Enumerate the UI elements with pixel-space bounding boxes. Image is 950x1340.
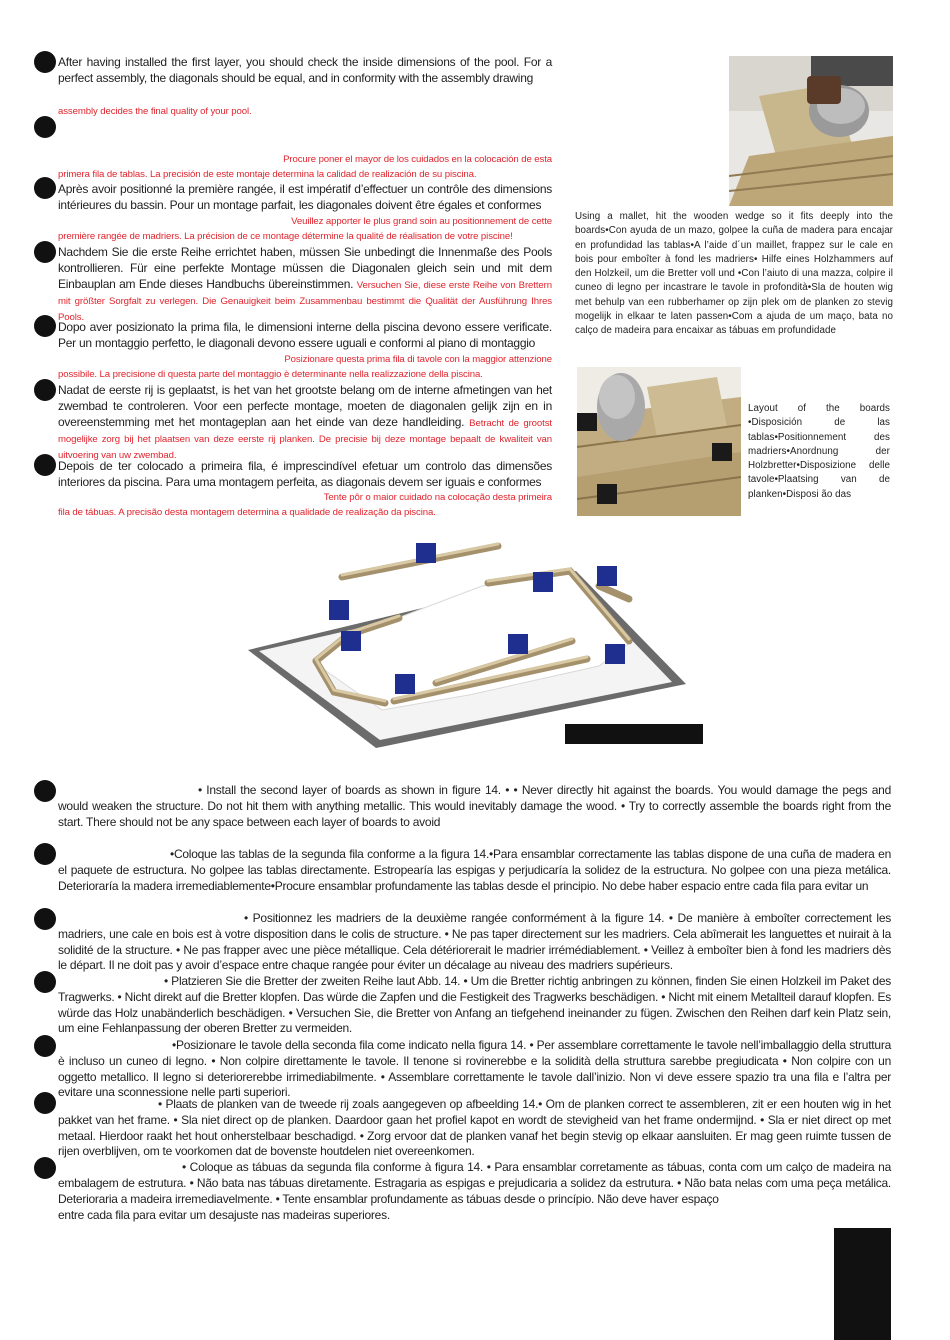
assembly-diagram [230, 540, 710, 750]
bullet-it [34, 1035, 56, 1057]
text-pt-second-layer: • Coloque as tábuas da segunda fila conforme à figura 14. • Para ensamblar corretamente as tábuas, conta com um calço de madeira na embalagem de estrutura. • Não bata nas tábuas diretamente. Estragaria as espigas e prejudicaria a solidez da estrutura. • Não bata nelas com uma peça metálica. Deterioraria a madeira irremediavelmente. • Tente ensamblar profundamente as tábuas desde o princípio. Não deve haver espaço [58, 1160, 891, 1206]
caption-layout: Layout of the boards •Disposición de las tablas•Positionnement des madriers•Anordnung der Holzbretter•Disposizione delle tavole•Plaatsing van de planken•Disposi ão das [748, 403, 890, 500]
text-nl-second-layer: • Plaats de planken van de tweede rij zoals aangegeven op afbeelding 14.• Om de planken correct te assembleren, zit er een houten wig in het pakket van het frame. • Sla niet direct op de planken. Daardoor gaan het profiel kapot en wordt de stevigheid van het frame ondermijnd. • Sla er niet direct op met metaal. Hierdoor raakt het hout onherstelbaar beschadigd. • Zorg ervoor dat de planken vanaf het begin stevig op elkaar aansluiten. Er mag geen ruimte tussen de rijen overblijven, om te voorkomen dat de bovenste houtdelen niet overeenkomen. [58, 1097, 891, 1159]
text-pt-second-layer-end: entre cada fila para evitar um desajuste nas madeiras superiores. [58, 1208, 390, 1222]
bullet-es [34, 843, 56, 865]
marker-square [329, 600, 349, 620]
text-es-red-note-2: primera fila de tablas. La precisión de este montaje determina la calidad de realización de su piscina. [58, 169, 477, 180]
bullet-pt [34, 1157, 56, 1179]
text-en-red-note: assembly decides the final quality of your pool. [58, 106, 252, 117]
text-en-second-layer: • Install the second layer of boards as shown in figure 14. • • Never directly hit against the boards. You would damage the pegs and would weaken the structure. Do not hit them with anything metallic. This would inevitably damage the wood. • Try to correctly assemble the boards right from the start. There should not be any space between each layer of boards to avoid [58, 783, 891, 829]
text-fr-check-dimensions: Après avoir positionné la première rangée, il est impératif d’effectuer un contrôle des dimensions intérieures du bassin. Pour un montage parfait, les diagonales doivent être égales et conformes [58, 182, 552, 212]
bullet-fr [34, 177, 56, 199]
marker-square [597, 566, 617, 586]
text-es-red-note-1: Procure poner el mayor de los cuidados en la colocación de esta [283, 154, 552, 165]
text-en-check-dimensions: After having installed the first layer, you should check the inside dimensions of the pool. For a perfect assembly, the diagonals should be equal, and in conformity with the assembly drawing [58, 55, 552, 85]
text-fr-second-layer: • Positionnez les madriers de la deuxième rangée conformément à la figure 14. • De manière à emboîter correctement les madriers, une cale en bois est à votre disposition dans le colis de structure. • Ne pas taper directement sur les madriers. Cela abîmerait les languettes et nuirait à la solidité de la structure. • Ne pas frapper avec une pièce métallique. Cela détériorerait le madrier irrémédiablement. • Veillez à emboîter bien à fond les madriers dès le départ. Il ne doit pas y avoir d’espace entre chaque rangée pour éviter un décalage au niveau des madriers supérieurs. [58, 911, 891, 973]
bullet-it [34, 315, 56, 337]
text-it-red-note-2: possibile. La precisione di questa parte del montaggio è determinante nella realizzazione della piscina. [58, 369, 483, 380]
text-fr-red-note-2: première rangée de madriers. La précision de ce montage détermine la qualité de réalisation de votre piscine! [58, 231, 513, 242]
photo-mallet-wedge [729, 56, 893, 206]
caption-mallet: Using a mallet, hit the wooden wedge so it fits deeply into the boards•Con ayuda de un mazo, golpee la cuña de madera para encajar en profundidad las tablas•A l’aide d´un maillet, frappez sur le cale en bois pour emboîter à fond les madriers• Hilfe eines Holzhammers auf den Holzkeil, um die Bretter voll und •Con l’aiuto di una mazza, colpire il cuneo di legno per incastrare le tavole in profondità•Sla de houten wig met behulp van een rubberhamer op zijn plek om de planken zo stevig mogelijk in elkaar te laten passen•Com a ajuda de um maço, bata no calço de madeira para encaixar as tábuas em profundidade [575, 211, 893, 337]
bullet-pt [34, 454, 56, 476]
marker-square [341, 631, 361, 651]
text-pt-red-note-2: fila de tábuas. A precisão desta montagem determina a qualidade de realização da piscina. [58, 507, 436, 518]
marker-square [605, 644, 625, 664]
text-nl-check-dimensions [58, 383, 552, 463]
marker-square [533, 572, 553, 592]
text-pt-check-dimensions: Depois de ter colocado a primeira fila, é imprescindível efetuar um controlo das dimensões interiores da piscina. Para uma montagem perfeita, as diagonais devem ser iguais e conformes [58, 459, 552, 489]
text-it-check-dimensions: Dopo aver posizionato la prima fila, le dimensioni interne della piscina devono essere verificate. Per un montaggio perfetto, le diagonali devono essere uguali e conformi al piano di montaggio [58, 320, 552, 350]
text-nl-red-note: Betracht de grootst mogelijke zorg bij het plaatsen van deze eerste rij planken. De precisie bij deze montage bepaalt de kwaliteit van uitvoering van uw zwembad. [58, 417, 552, 462]
text-de-red-note: Versuchen Sie, diese erste Reihe von Brettern mit größter Sorgfalt zu verlegen. Die Genauigkeit beim Zusammenbau bestimmt die Qualität der Ausführung Ihres Pools. [58, 279, 552, 324]
text-de-check-dimensions [58, 245, 552, 325]
text-it-red-note-1: Posizionare questa prima fila di tavole con la maggior attenzione [284, 354, 552, 365]
bullet-nl [34, 1092, 56, 1114]
text-es-second-layer: •Coloque las tablas de la segunda fila conforme a la figura 14.•Para ensamblar correctamente las tablas dispone de una cuña de madera en el paquete de estructura. No golpee las tablas directamente. Estropearía las espigas y perjudicaría la solidez de la estructura. No golpee con una pieza metálica. Deterioraría la madera irremediablemente•Procure ensamblar profundamente las tablas desde el principio. No debe haber espacio entre cada fila para evitar un [58, 847, 891, 893]
text-it-second-layer: •Posizionare le tavole della seconda fila come indicato nella figura 14. • Per assemblare correttamente le tavole nell’imballaggio della struttura è incluso un cuneo di legno. • Non colpire direttamente le tavole. Il tenone si rovinerebbe e la solidità della struttura sarebbe pregiudicata • Non colpire con un oggetto metallico. Il legno si deteriorerebbe irrimediabilmente. • Assemblare correttamente le tavole dall’inizio. Non vi deve essere spazio tra una fila e l’altra per evitare una sconnessione nelle parti superiori. [58, 1038, 891, 1100]
marker-square [395, 674, 415, 694]
page-marker-block [834, 1228, 891, 1340]
text-de-second-layer: • Platzieren Sie die Bretter der zweiten Reihe laut Abb. 14. • Um die Bretter richtig anbringen zu können, finden Sie einen Holzkeil im Paket des Tragwerks. • Nicht direkt auf die Bretter klopfen. Das würde die Zapfen und die Festigkeit des Tragwerks beschädigen. • Nicht mit einem Metallteil darauf klopfen. Es würde das Holz unabänderlich beschädigen. • Versuchen Sie, die Bretter von Anfang an tiefgehend ineinander zu fügen. Zwischen den Reihen darf kein Platz sein, um eine Fehlanpassung der oberen Bretter zu vermeiden. [58, 974, 891, 1036]
photo-board-layout [577, 367, 741, 516]
text-nl-body: Nadat de eerste rij is geplaatst, is het van het grootste belang om de interne afmetingen van het zwembad te controleren. Voor een perfecte montage, moeten de diagonalen gelijk zijn en in overeenstemming met het montageplan aan het einde van deze handleiding. [58, 383, 552, 429]
bullet-es [34, 116, 56, 138]
marker-square [416, 543, 436, 563]
marker-square [508, 634, 528, 654]
bullet-de [34, 241, 56, 263]
text-pt-red-note-1: Tente pôr o maior cuidado na colocação desta primeira [323, 492, 552, 503]
bullet-de [34, 971, 56, 993]
bullet-fr [34, 908, 56, 930]
text-fr-red-note-1: Veuillez apporter le plus grand soin au positionnement de cette [291, 216, 552, 227]
bullet-nl [34, 379, 56, 401]
text-de-body: Nachdem Sie die erste Reihe errichtet haben, müssen Sie unbedingt die Innenmaße des Pools kontrollieren. Für eine perfekte Montage müssen die Diagonalen gleich sein und mit dem Einbauplan am Ende dieses Handbuchs übereinstimmen. [58, 245, 552, 291]
bullet-en [34, 780, 56, 802]
bullet-en [34, 51, 56, 73]
